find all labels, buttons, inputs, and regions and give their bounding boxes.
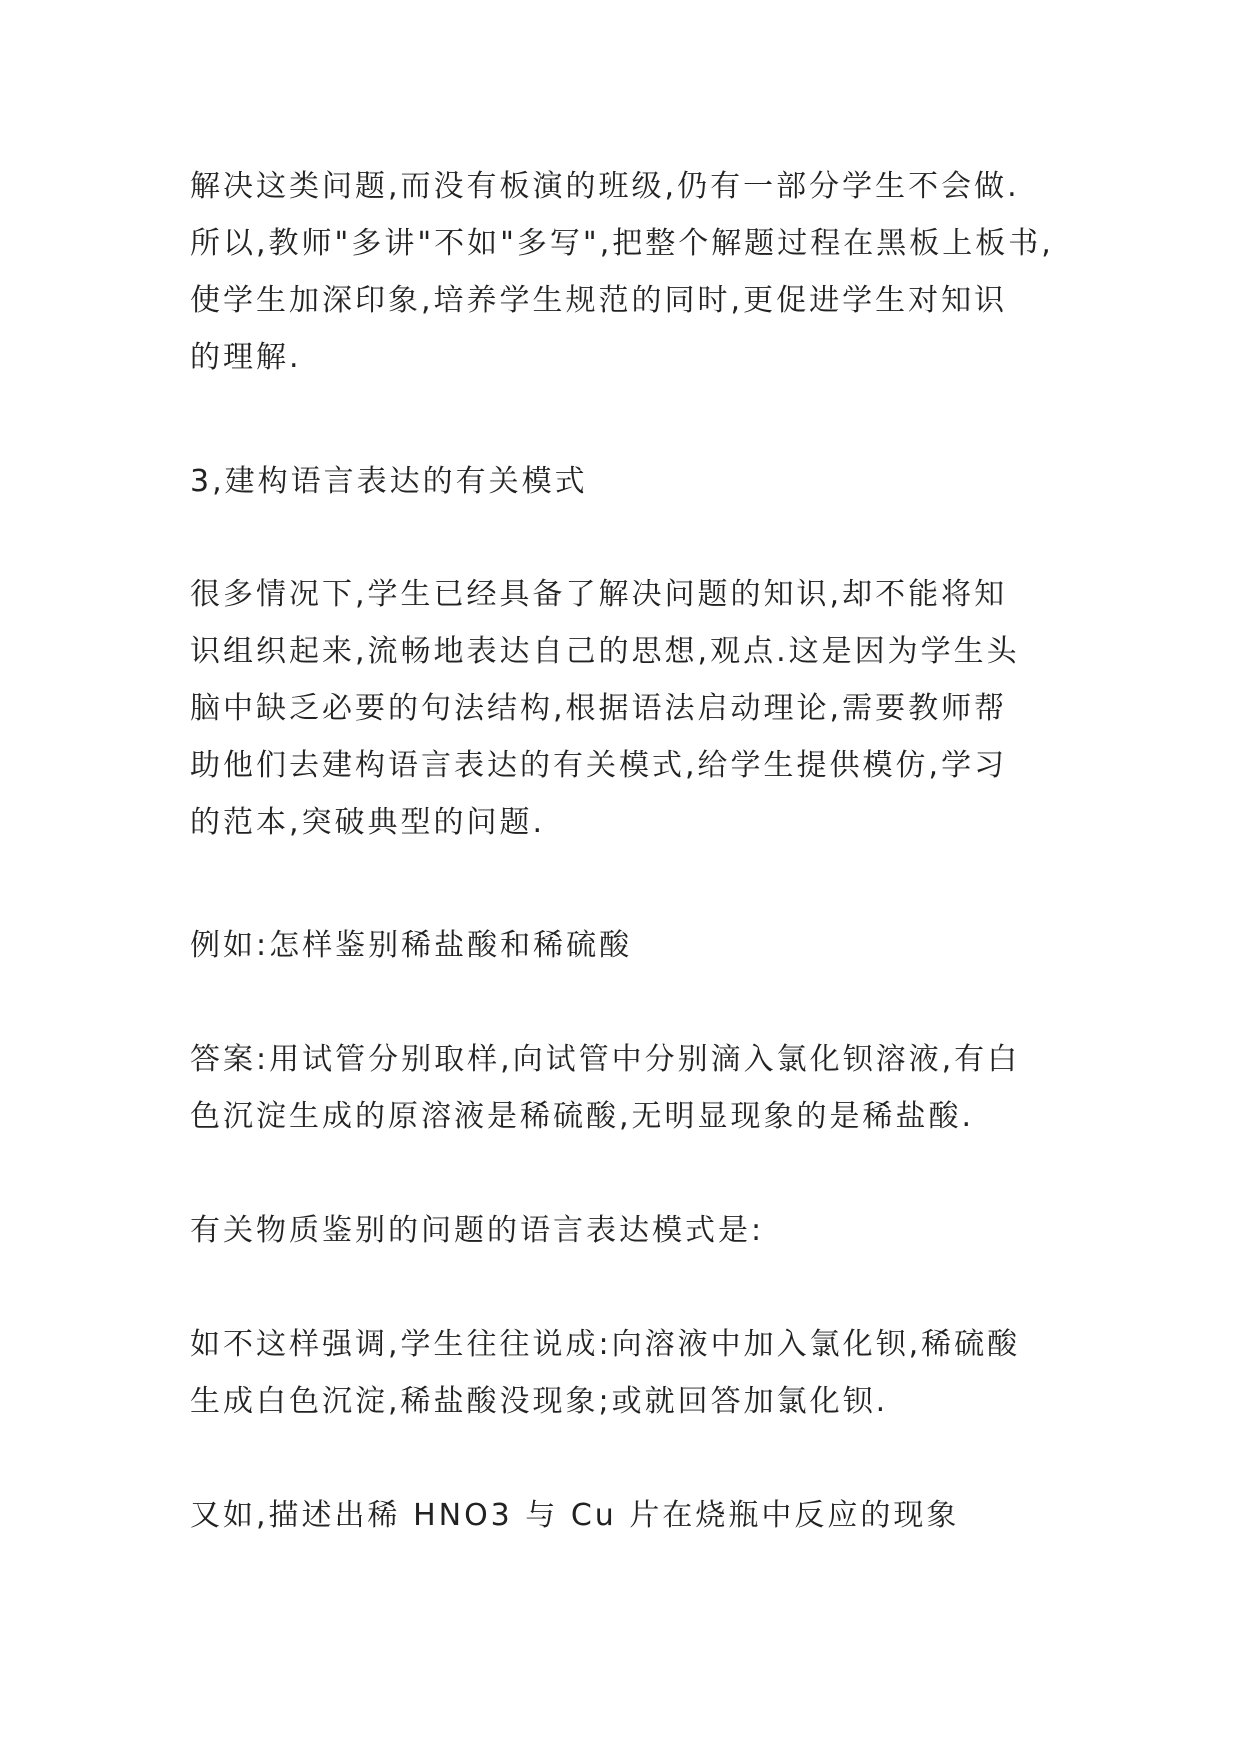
text-line: 识组织起来,流畅地表达自己的思想,观点.这是因为学生头 xyxy=(190,634,1020,669)
text-line: 使学生加深印象,培养学生规范的同时,更促进学生对知识 xyxy=(190,283,1008,318)
text-line: 很多情况下,学生已经具备了解决问题的知识,却不能将知 xyxy=(190,577,1008,612)
paragraph-language-model xyxy=(190,566,1070,851)
paragraph-board-writing xyxy=(190,158,1070,386)
text-line: 的理解. xyxy=(190,340,302,375)
paragraph-answer xyxy=(190,1031,1070,1145)
text-line: 3,建构语言表达的有关模式 xyxy=(190,464,588,499)
text-line: 如不这样强调,学生往往说成:向溶液中加入氯化钡,稀硫酸 xyxy=(190,1327,1021,1362)
text-line: 答案:用试管分别取样,向试管中分别滴入氯化钡溶液,有白 xyxy=(190,1042,1021,1077)
paragraph-emphasis xyxy=(190,1316,1070,1430)
text-line: 有关物质鉴别的问题的语言表达模式是: xyxy=(190,1213,765,1248)
text-line: 助他们去建构语言表达的有关模式,给学生提供模仿,学习 xyxy=(190,748,1008,783)
paragraph-example xyxy=(190,917,1070,974)
text-line: 的范本,突破典型的问题. xyxy=(190,805,546,840)
text-line: 所以,教师"多讲"不如"多写",把整个解题过程在黑板上板书, xyxy=(190,226,1054,261)
text-line: 色沉淀生成的原溶液是稀硫酸,无明显现象的是稀盐酸. xyxy=(190,1099,975,1134)
text-line: 生成白色沉淀,稀盐酸没现象;或就回答加氯化钡. xyxy=(190,1384,889,1419)
paragraph-pattern xyxy=(190,1202,1070,1259)
text-line: 又如,描述出稀 HNO3 与 Cu 片在烧瓶中反应的现象 xyxy=(190,1498,960,1533)
paragraph-another-example xyxy=(190,1487,1070,1544)
text-line: 脑中缺乏必要的句法结构,根据语法启动理论,需要教师帮 xyxy=(190,691,1008,726)
section-heading xyxy=(190,453,1070,510)
text-line: 解决这类问题,而没有板演的班级,仍有一部分学生不会做. xyxy=(190,169,1020,204)
text-line: 例如:怎样鉴别稀盐酸和稀硫酸 xyxy=(190,928,633,963)
